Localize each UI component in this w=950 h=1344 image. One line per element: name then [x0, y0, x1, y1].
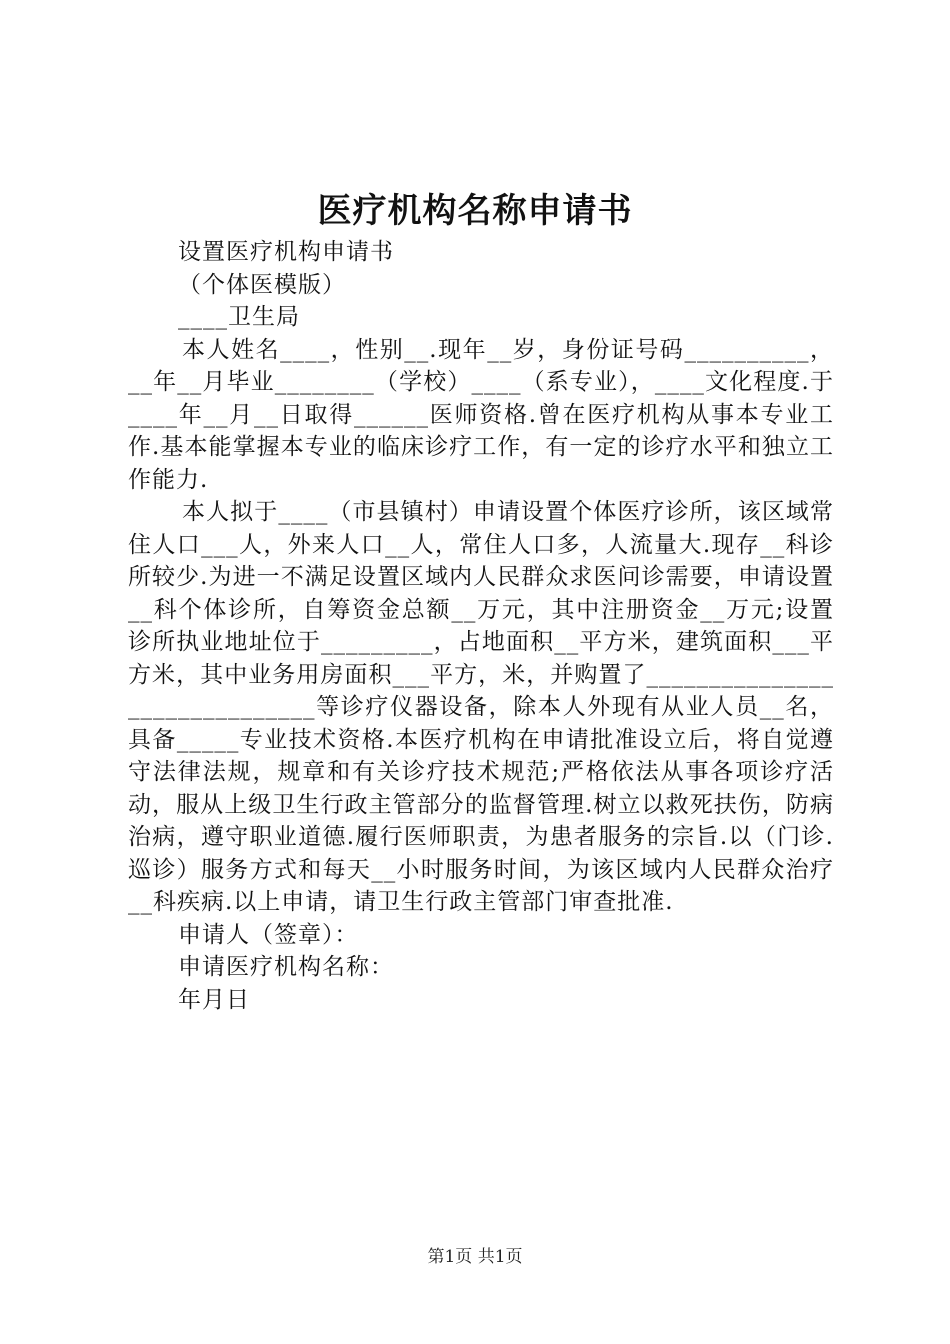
date-line: 年月日 [178, 986, 250, 1013]
template-note-line: （个体医模版） [178, 271, 346, 298]
document-body [128, 236, 834, 1016]
addressee-line: ____卫生局 [178, 304, 300, 330]
signature-line: 申请人（签章）： [178, 921, 359, 948]
paragraph-applicant-info: 本人姓名____，性别__.现年__岁，身份证号码__________，__年__月毕业________（学校）____（系专业），____文化程度.于____年__月__日取得______医师资格.曾在医疗机构从事本专业工作.基本能掌握本专业的临床诊疗工作，有一定的诊疗水平和独立工作能力. [128, 336, 834, 493]
subtitle-line: 设置医疗机构申请书 [178, 239, 394, 265]
document-title: 医疗机构名称申请书 [317, 191, 633, 231]
paragraph-application-details: 本人拟于____（市县镇村）申请设置个体医疗诊所，该区域常住人口___人，外来人口__人，常住人口多，人流量大.现存__科诊所较少.为进一不满足设置区域内人民群众求医问诊需要，申请设置__科个体诊所，自筹资金总额__万元，其中注册资金__万元;设置诊所执业地址位于_________，占地面积__平方米，建筑面积___平方米，其中业务用房面积___平方，米，并购置了______________________________等诊疗仪器设备，除本人外现有从业人员__名，具备_____专业技术资格.本医疗机构在申请批准设立后，将自觉遵守法律法规，规章和有关诊疗技术规范;严格依法从事各项诊疗活动，服从上级卫生行政主管部分的监督管理.树立以救死扶伤，防病治病，遵守职业道德.履行医师职责，为患者服务的宗旨.以（门诊.巡诊）服务方式和每天__小时服务时间，为该区域内人民群众治疗__科疾病.以上申请，请卫生行政主管部门审查批准. [128, 499, 834, 915]
page-footer: 第1页 共1页 [427, 1247, 523, 1267]
institution-name-line: 申请医疗机构名称： [178, 954, 394, 980]
